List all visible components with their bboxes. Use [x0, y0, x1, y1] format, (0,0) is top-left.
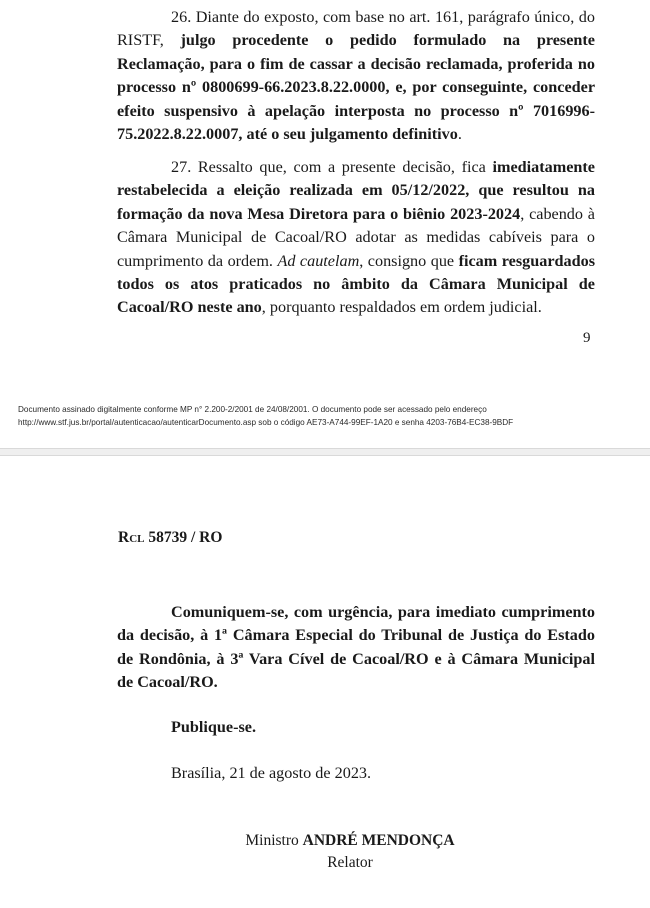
- case-header: [118, 528, 222, 548]
- document-page-10: [0, 456, 650, 908]
- signature-block: [200, 830, 500, 874]
- signature-name: ANDRÉ MENDONÇA: [302, 832, 455, 849]
- footer-line-1: Documento assinado digitalmente conforme MP n° 2.200-2/2001 de 24/08/2001. O documento pode ser acessado pelo endereço: [18, 405, 487, 414]
- case-header-number: 58739 / RO: [144, 529, 223, 546]
- paragraph-26-text-1: 26. Diante do exposto, com base no art. 161, parágrafo único, do RISTF,: [117, 8, 595, 50]
- paragraph-27-text-3: , consigno que: [359, 251, 459, 270]
- digital-signature-footer: [18, 403, 638, 429]
- paragraph-27-bold-election: imediatamente restabelecida a eleição realizada em 05/12/2022, que resultou na formação da nova Mesa Diretora para o biênio 2023-2024: [117, 158, 595, 223]
- paragraph-27-text-4: , porquanto respaldados em ordem judicial.: [261, 298, 542, 317]
- paragraph-comunique: Comuniquem-se, com urgência, para imediato cumprimento da decisão, à 1ª Câmara Especial do Tribunal de Justiça do Estado de Rondônia, à 3ª Vara Cível de Cacoal/RO e à Câmara Municipal de Cacoal/RO.: [117, 603, 595, 692]
- signature-title: Ministro: [245, 832, 303, 849]
- signature-name-line: [200, 830, 500, 852]
- paragraph-27-text-2: , cabendo à Câmara Municipal de Cacoal/RO adotar as medidas cabíveis para o cumprimento da ordem.: [117, 204, 595, 270]
- paragraph-27-italic-ad-cautelam: Ad cautelam: [277, 251, 360, 270]
- paragraph-26: [117, 6, 595, 146]
- date-line: Brasília, 21 de agosto de 2023.: [171, 764, 372, 782]
- page-separator: [0, 448, 650, 456]
- footer-line-2: http://www.stf.jus.br/portal/autenticacao/autenticarDocumento.asp sob o código AE73-A744-99EF-1A20 e senha 4203-76B4-EC38-9BDF: [18, 418, 514, 427]
- paragraph-26-bold-ruling: julgo procedente o pedido formulado na presente Reclamação, para o fim de cassar a decisão reclamada, proferida no processo nº 0800699-66.2023.8.22.0000, e, por conseguinte, conceder efeito suspensivo à apelação interposta no processo nº 7016996-75.2022.8.22.0007, até o seu julgamento definitivo: [117, 31, 595, 144]
- paragraph-27: [117, 156, 595, 320]
- paragraph-27-text-1: 27. Ressalto que, com a presente decisão, fica: [171, 158, 493, 176]
- publique-se-line: Publique-se.: [171, 718, 257, 736]
- paragraph-27-bold-acts: ficam resguardados todos os atos praticados no âmbito da Câmara Municipal de Cacoal/RO neste ano: [117, 251, 595, 317]
- page-number: 9: [583, 330, 591, 346]
- signature-role: Relator: [327, 854, 373, 871]
- paragraph-26-text-2: .: [457, 125, 462, 144]
- case-header-prefix: Rcl: [118, 529, 145, 546]
- document-page-9: [0, 0, 650, 448]
